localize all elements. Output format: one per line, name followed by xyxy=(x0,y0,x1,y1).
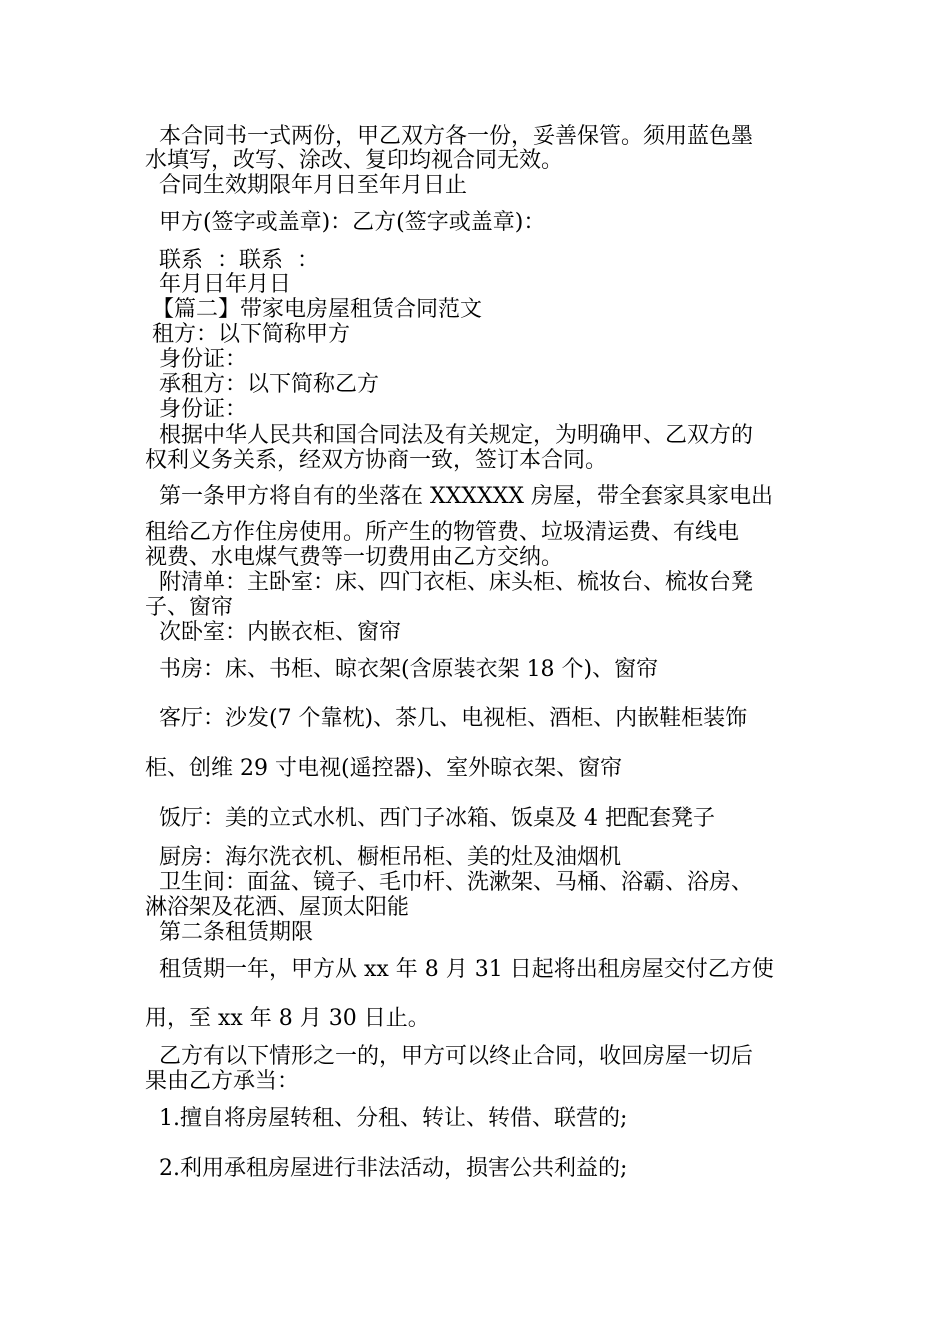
text-line: 柜、创维 29 寸电视(遥控器)、室外晾衣架、窗帘 xyxy=(145,756,623,781)
text-line: 水填写，改写、涂改、复印均视合同无效。 xyxy=(145,148,564,173)
text-line: 客厅：沙发(7 个靠枕)、茶几、电视柜、酒柜、内嵌鞋柜装饰 xyxy=(145,706,748,731)
text-line: 附清单：主卧室：床、四门衣柜、床头柜、梳妆台、梳妆台凳 xyxy=(145,570,753,595)
text-line: 第一条甲方将自有的坐落在 XXXXXX 房屋，带全套家具家电出 xyxy=(145,484,773,509)
text-line: 根据中华人民共和国合同法及有关规定，为明确甲、乙双方的 xyxy=(145,423,753,448)
text-line: 租方：以下简称甲方 xyxy=(145,322,350,347)
text-line: 果由乙方承当： xyxy=(145,1069,300,1094)
text-line: 子、窗帘 xyxy=(145,595,234,620)
text-line: 租给乙方作住房使用。所产生的物管费、垃圾清运费、有线电 xyxy=(145,520,740,545)
text-line: 联系 ：联系 ： xyxy=(145,248,319,273)
text-line: 厨房：海尔洗衣机、橱柜吊柜、美的灶及油烟机 xyxy=(145,845,621,870)
text-line: 年月日年月日 xyxy=(145,272,291,297)
list-item: 2.利用承租房屋进行非法活动，损害公共利益的; xyxy=(145,1156,628,1181)
text-line: 乙方有以下情形之一的，甲方可以终止合同，收回房屋一切后 xyxy=(145,1044,753,1069)
text-line: 卫生间：面盆、镜子、毛巾杆、洗漱架、马桶、浴霸、浴房、 xyxy=(145,870,753,895)
section-heading: 第二条租赁期限 xyxy=(145,920,313,945)
text-line: 饭厅：美的立式水机、西门子冰箱、饭桌及 4 把配套凳子 xyxy=(145,806,715,831)
text-line: 身份证： xyxy=(145,347,247,372)
text-line: 甲方(签字或盖章)：乙方(签字或盖章)： xyxy=(145,210,546,235)
text-line: 次卧室：内嵌衣柜、窗帘 xyxy=(145,620,401,645)
text-line: 权利义务关系，经双方协商一致，签订本合同。 xyxy=(145,448,608,473)
section-heading: 【篇二】带家电房屋租赁合同范文 xyxy=(145,297,482,322)
text-line: 租赁期一年，甲方从 xx 年 8 月 31 日起将出租房屋交付乙方使 xyxy=(145,957,774,982)
text-line: 合同生效期限年月日至年月日止 xyxy=(145,173,467,198)
text-line: 用，至 xx 年 8 月 30 日止。 xyxy=(145,1006,430,1031)
text-line: 本合同书一式两份，甲乙双方各一份，妥善保管。须用蓝色墨 xyxy=(145,124,753,149)
list-item: 1.擅自将房屋转租、分租、转让、转借、联营的; xyxy=(145,1106,628,1131)
text-line: 书房：床、书柜、晾衣架(含原装衣架 18 个)、窗帘 xyxy=(145,657,659,682)
text-line: 淋浴架及花洒、屋顶太阳能 xyxy=(145,895,410,920)
text-line: 视费、水电煤气费等一切费用由乙方交纳。 xyxy=(145,545,564,570)
text-line: 承租方：以下简称乙方 xyxy=(145,372,379,397)
text-line: 身份证： xyxy=(145,397,247,422)
